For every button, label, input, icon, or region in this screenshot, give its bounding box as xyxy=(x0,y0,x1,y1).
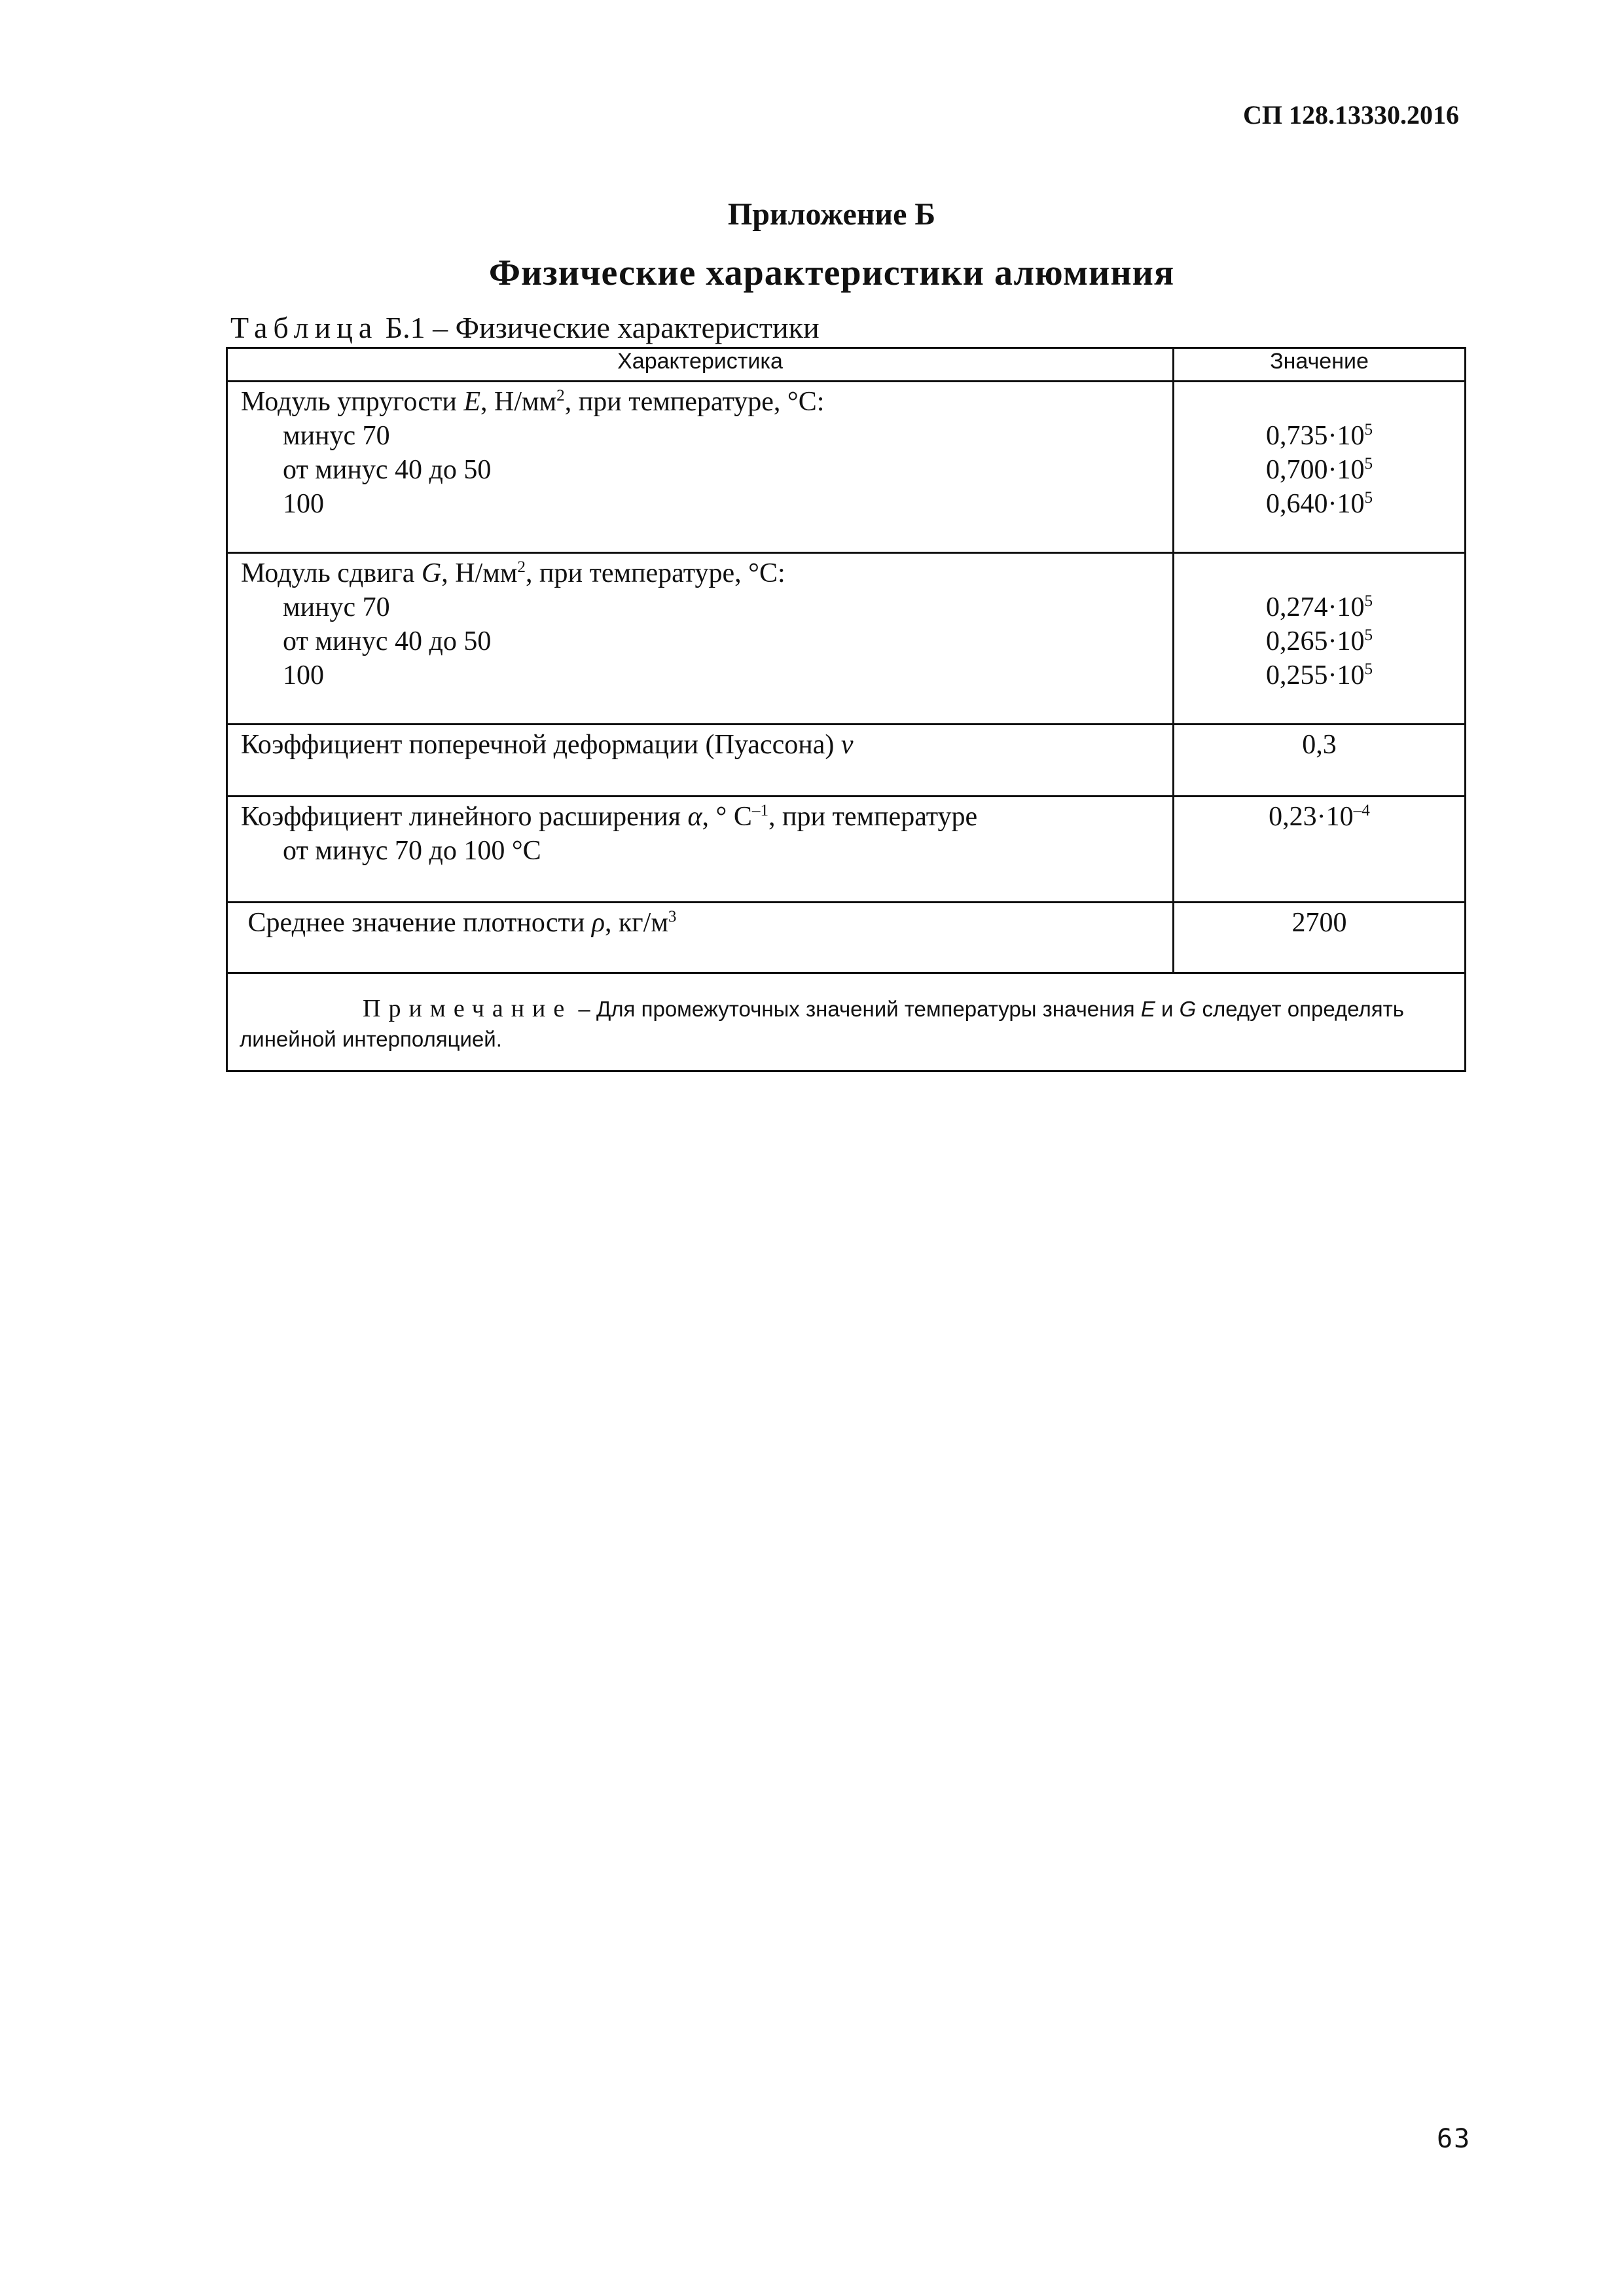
table-caption-text: Б.1 – Физические характеристики xyxy=(385,311,820,344)
shear-modulus-title: Модуль сдвига G, $Н/мм^2$, при температуре, °С: xyxy=(241,558,785,588)
properties-table xyxy=(226,347,1466,1072)
expansion-label-cell xyxy=(227,797,1174,903)
note-label: Примечание xyxy=(363,995,573,1022)
expansion-title: Коэффициент линейного расширения α, ° $С^{-1}$, при температуре xyxy=(241,802,978,832)
annex-title: Приложение Б xyxy=(727,197,936,232)
page-heading: Физические характеристики алюминия xyxy=(488,253,1175,293)
table-note-row xyxy=(227,973,1466,1071)
elastic-temp-label-2: от минус 40 до 50 xyxy=(283,455,492,485)
table-note: Примечание – Для промежуточных значений температуры значения E и G следует определять линейной интерполяцией. xyxy=(227,973,1466,1071)
elastic-modulus-value-cell xyxy=(1174,382,1466,553)
density-value-cell: 2700 xyxy=(1174,903,1466,973)
shear-value-1: $0,274\cdot 10^5$ xyxy=(1265,592,1373,622)
poisson-value-cell: 0,3 xyxy=(1174,725,1466,797)
column-header-value: Значение xyxy=(1174,348,1466,382)
shear-value-2: $0,265\cdot 10^5$ xyxy=(1265,626,1373,656)
elastic-modulus-title: Модуль упругости E, $Н/мм^2$, при температуре, °С: xyxy=(241,387,825,417)
elastic-value-1: $0,735\cdot 10^5$ xyxy=(1265,421,1373,451)
elastic-temp-label-1: минус 70 xyxy=(283,421,390,451)
column-header-characteristic: Характеристика xyxy=(227,348,1174,382)
shear-value-3: $0,255\cdot 10^5$ xyxy=(1265,660,1373,691)
elastic-modulus-label-cell xyxy=(227,382,1174,553)
poisson-label-cell: Коэффициент поперечной деформации (Пуассона) ν xyxy=(227,725,1174,797)
shear-temp-label-2: от минус 40 до 50 xyxy=(283,626,492,656)
table-row-poisson xyxy=(227,725,1466,797)
elastic-value-3: $0,640\cdot 10^5$ xyxy=(1265,489,1373,519)
page-number: 63 xyxy=(1437,2124,1471,2154)
density-label-cell: Среднее значение плотности ρ, $кг/м^3$ xyxy=(227,903,1174,973)
table-caption xyxy=(230,310,820,345)
shear-temp-label-1: минус 70 xyxy=(283,592,390,622)
table-row-density xyxy=(227,903,1466,973)
table-row-shear-modulus xyxy=(227,553,1466,725)
shear-temp-label-3: 100 xyxy=(283,660,324,691)
table-caption-label: Таблица xyxy=(230,311,378,344)
shear-modulus-value-cell xyxy=(1174,553,1466,725)
elastic-value-2: $0,700\cdot 10^5$ xyxy=(1265,455,1373,485)
table-row-elastic-modulus xyxy=(227,382,1466,553)
table-row-expansion xyxy=(227,797,1466,903)
document-number: СП 128.13330.2016 xyxy=(1243,100,1459,130)
expansion-range: от минус 70 до 100 °С xyxy=(283,836,541,866)
elastic-temp-label-3: 100 xyxy=(283,489,324,519)
table-header-row xyxy=(227,348,1466,382)
shear-modulus-label-cell xyxy=(227,553,1174,725)
expansion-value-cell: $0,23\cdot 10^{-4}$ xyxy=(1174,797,1466,903)
